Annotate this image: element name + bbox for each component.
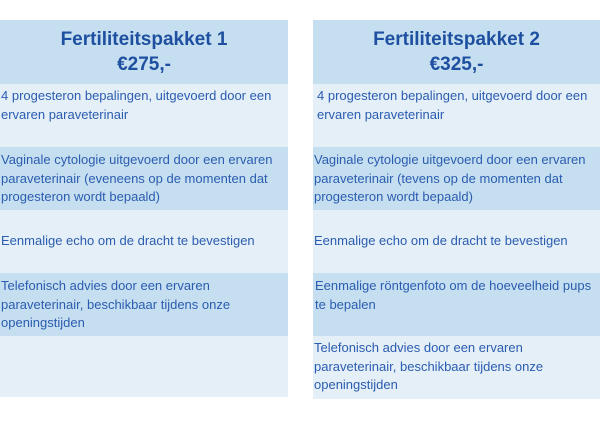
package-2-item-2: Vaginale cytologie uitgevoerd door een ervaren paraveterinair (tevens op de momenten dat progesteron wordt bepaald) — [313, 147, 600, 210]
package-1-item-2: Vaginale cytologie uitgevoerd door een ervaren paraveterinair (eveneens op de momenten dat progesteron wordt bepaald) — [0, 147, 288, 210]
package-2-item-1: 4 progesteron bepalingen, uitgevoerd door een ervaren paraveterinair — [313, 84, 600, 147]
package-2-title: Fertiliteitspakket 2 — [373, 29, 540, 50]
package-1-item-4: Telefonisch advies door een ervaren paraveterinair, beschikbaar tijdens onze openingstijden — [0, 273, 288, 336]
package-2-item-3: Eenmalige echo om de dracht te bevestigen — [313, 210, 600, 273]
package-1-title: Fertiliteitspakket 1 — [60, 29, 228, 50]
package-1-empty-row — [0, 336, 288, 397]
package-2-item-5: Telefonisch advies door een ervaren paraveterinair, beschikbaar tijdens onze openingstijden — [313, 336, 600, 399]
package-2-header — [313, 20, 600, 84]
package-2-price: €325,- — [429, 54, 484, 75]
package-2-column — [313, 20, 600, 399]
package-1-price: €275,- — [117, 54, 171, 75]
package-1-column — [0, 20, 288, 397]
package-1-header — [0, 20, 288, 84]
package-1-item-3: Eenmalige echo om de dracht te bevestigen — [0, 210, 288, 273]
package-1-item-1: 4 progesteron bepalingen, uitgevoerd door een ervaren paraveterinair — [0, 84, 288, 147]
package-2-item-4: Eenmalige röntgenfoto om de hoeveelheid pups te bepalen — [313, 273, 600, 336]
